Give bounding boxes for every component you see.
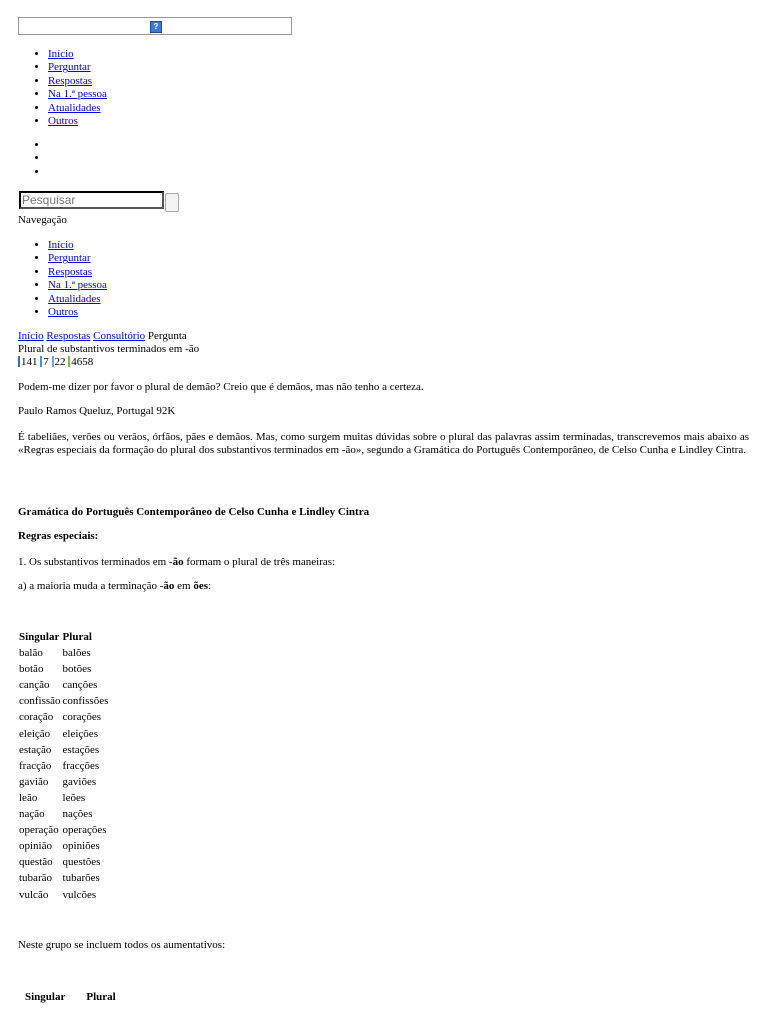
table-row (18, 790, 109, 806)
nav-link-inicio[interactable]: Início (48, 239, 74, 251)
table-row (18, 838, 109, 854)
plural-cell: operações (62, 824, 107, 837)
like-bar-icon[interactable] (40, 356, 42, 367)
table-header-row (18, 629, 109, 645)
breadcrumb-home[interactable]: Início (18, 330, 44, 342)
nav-link-outros[interactable]: Outros (48, 306, 78, 319)
nav-link-atualidades[interactable]: Atualidades (48, 101, 101, 114)
question-title: Plural de substantivos terminados em -ão (18, 343, 200, 355)
table-row (18, 758, 109, 774)
singular-cell: leão (19, 791, 38, 804)
singular-cell: confissão (19, 695, 61, 708)
rule-a-text: a) a maioria muda a terminação - (18, 580, 164, 592)
table-row (18, 887, 109, 903)
nav-link-respostas[interactable]: Respostas (48, 74, 92, 87)
plural-cell: botões (62, 663, 92, 676)
singular-cell: eleição (19, 727, 51, 740)
stat-count: 22 (54, 356, 66, 368)
nav-item-primeira-pessoa (48, 88, 107, 101)
table-row (18, 661, 109, 677)
breadcrumb (18, 330, 187, 342)
column-header-singular: Singular (25, 991, 66, 1003)
singular-cell: vulcão (19, 888, 49, 901)
nav-link-perguntar[interactable]: Perguntar (48, 252, 91, 265)
empty-list (0, 139, 51, 179)
table-row (18, 726, 109, 742)
answer-text: É tabeliães, verões ou verãos, órfãos, pães e demãos. Mas, como surgem muitas dúvidas sobre o plural das palavras assim terminadas, transcrevemos mais abaixo as «Regras especiais da formação do plural dos substantivos terminados em -ão», segundo a Gramática do Português Contemporâneo, de Celso Cunha e Lindley Cintra. (18, 431, 749, 457)
nav-item-atualidades (48, 102, 107, 115)
nav-link-perguntar[interactable]: Perguntar (48, 61, 91, 74)
search-input[interactable] (19, 191, 164, 209)
nav-link-respostas[interactable]: Respostas (48, 265, 92, 278)
rule-1-suffix: ão (172, 556, 184, 568)
empty-list-item (48, 139, 51, 152)
plural-cell: nações (62, 808, 93, 821)
main-nav (0, 48, 107, 128)
share-bar-icon[interactable] (18, 356, 20, 367)
column-header-singular: Singular (19, 631, 60, 643)
column-header-plural: Plural (62, 631, 92, 643)
singular-cell: balão (19, 647, 43, 660)
empty-list-item (48, 166, 51, 179)
column-header-plural: Plural (86, 991, 116, 1003)
nav-link-primeira-pessoa[interactable]: Na 1.ª pessoa (48, 279, 107, 292)
singular-cell: canção (19, 679, 50, 692)
table-row (18, 677, 109, 693)
singular-cell: nação (19, 808, 45, 821)
table-row (18, 693, 109, 709)
augmentatives-note: Neste grupo se incluem todos os aumentativos: (18, 939, 226, 951)
table-row (18, 709, 109, 725)
question-text: Podem-me dizer por favor o plural de demão? Creio que é demãos, mas não tenho a certeza. (18, 381, 424, 393)
nav-item-perguntar (48, 61, 107, 74)
plural-cell: eleições (62, 727, 98, 740)
rule-a-text-mid: em (174, 580, 194, 592)
rule-a (18, 580, 211, 592)
rule-a-suffix: ão (163, 580, 175, 592)
singular-cell: coração (19, 711, 54, 724)
nav-link-outros[interactable]: Outros (48, 115, 78, 128)
plural-cell: corações (62, 711, 102, 724)
table-row (18, 645, 109, 661)
views-bar-icon (68, 356, 70, 367)
stat-count: 4658 (71, 356, 94, 368)
table-row (18, 854, 109, 870)
rule-1-text: 1. Os substantivos terminados em - (18, 556, 173, 568)
nav-heading: Navegação (18, 214, 67, 226)
plural-cell: leões (62, 791, 86, 804)
singular-cell: questão (19, 856, 53, 869)
nav-item-inicio (48, 239, 107, 252)
table-header-row (24, 989, 117, 1005)
nav-item-outros (48, 306, 107, 319)
rule-a-text-end: : (208, 580, 212, 592)
augmentatives-table (24, 989, 117, 1005)
table-row (18, 742, 109, 758)
tweet-bar-icon[interactable] (52, 356, 54, 367)
help-icon[interactable]: ? (150, 21, 162, 33)
plural-cell: fracções (62, 759, 100, 772)
nav-item-inicio (48, 48, 107, 61)
stats-bar (18, 356, 93, 368)
singular-cell: opinião (19, 840, 52, 853)
nav-item-atualidades (48, 293, 107, 306)
plural-cell: opiniões (62, 840, 100, 853)
rule-1 (18, 556, 335, 568)
breadcrumb-clinic[interactable]: Consultório (93, 330, 146, 342)
table-row (18, 870, 109, 886)
plural-cell: confissões (62, 695, 109, 708)
rules-heading: Regras especiais: (18, 530, 99, 542)
section-title: Gramática do Português Contemporâneo de Celso Cunha e Lindley Cintra (18, 506, 370, 518)
singular-cell: tubarão (19, 872, 52, 885)
nav-link-atualidades[interactable]: Atualidades (48, 292, 101, 305)
plural-cell: estações (62, 743, 100, 756)
plural-table (18, 629, 109, 903)
singular-cell: fracção (19, 759, 52, 772)
search-button[interactable] (165, 193, 179, 212)
table-row (18, 822, 109, 838)
nav-item-perguntar (48, 252, 107, 265)
plural-cell: gaviões (62, 775, 97, 788)
stat-count: 7 (43, 356, 49, 368)
singular-cell: gavião (19, 775, 49, 788)
nav-link-inicio[interactable]: Início (48, 48, 74, 60)
plural-cell: balões (62, 647, 91, 660)
top-search-box[interactable] (18, 17, 292, 35)
question-author: Paulo Ramos Queluz, Portugal 92K (18, 405, 176, 417)
nav-item-primeira-pessoa (48, 279, 107, 292)
breadcrumb-current: Pergunta (147, 330, 187, 342)
nav-item-outros (48, 115, 107, 128)
empty-list-item (48, 152, 51, 165)
singular-cell: botão (19, 663, 44, 676)
rule-a-plural-suffix: ões (193, 580, 208, 592)
plural-cell: questões (62, 856, 101, 869)
rule-1-text-end: formam o plural de três maneiras: (183, 556, 336, 568)
stat-count: 141 (21, 356, 38, 368)
plural-cell: canções (62, 679, 98, 692)
singular-cell: estação (19, 743, 52, 756)
plural-cell: tubarões (62, 872, 100, 885)
table-row (18, 774, 109, 790)
secondary-nav (0, 239, 107, 319)
plural-cell: vulcões (62, 888, 97, 901)
table-row (18, 806, 109, 822)
singular-cell: operação (19, 824, 59, 837)
breadcrumb-answers[interactable]: Respostas (46, 330, 91, 342)
nav-item-respostas (48, 75, 107, 88)
nav-link-primeira-pessoa[interactable]: Na 1.ª pessoa (48, 88, 107, 101)
nav-item-respostas (48, 266, 107, 279)
